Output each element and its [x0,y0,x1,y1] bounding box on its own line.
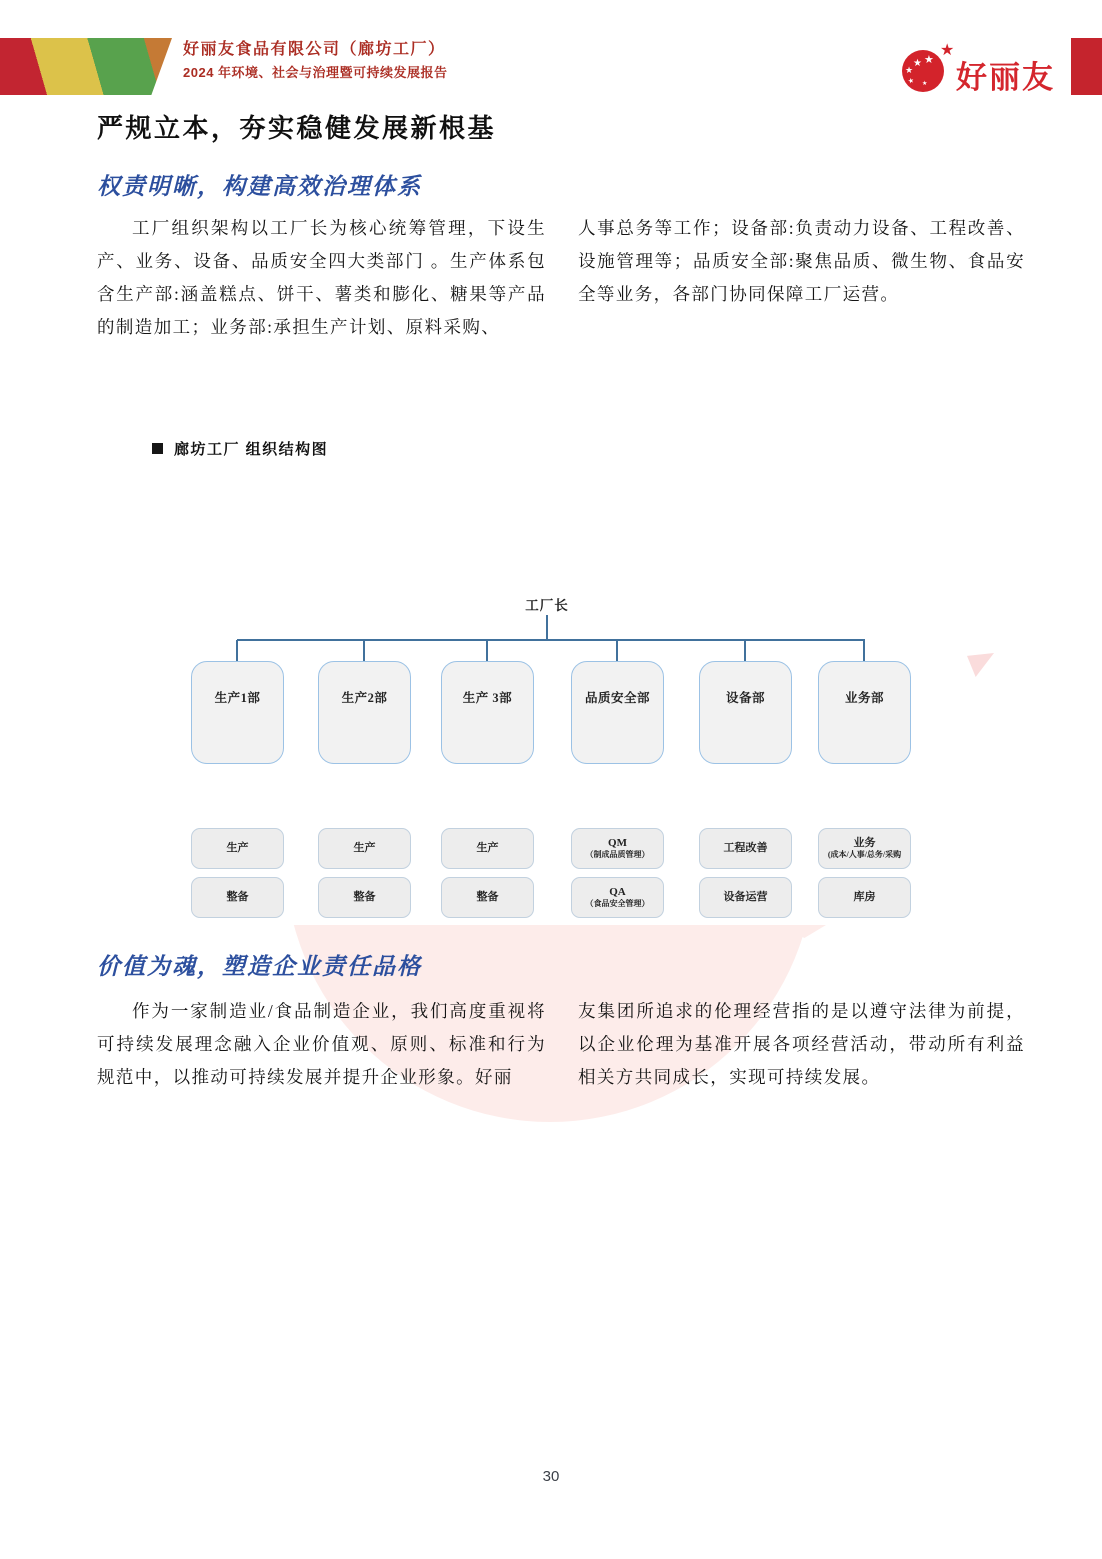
section1-heading: 权责明晰，构建高效治理体系 [97,174,422,199]
org-sub-box [441,877,534,918]
org-sub-box [699,877,792,918]
org-sub-label: 生产 [476,841,499,854]
connector-line [486,640,488,661]
org-sub-box [818,828,911,869]
org-sub-label: 生产 [226,841,249,854]
section1-paragraph-right: 人事总务等工作；设备部:负责动力设备、工程改善、设施管理等；品质安全部:聚焦品质、微生物、食品安全等业务，各部门协同保障工厂运营。 [578,218,1025,304]
org-sub-box [441,828,534,869]
section2-paragraph-right: 友集团所追求的伦理经营指的是以遵守法律为前提，以企业伦理为基准开展各项经营活动，带动所有利益相关方共同成长，实现可持续发展。 [578,1001,1025,1087]
logo-star-icon: ★ [905,65,914,75]
org-sub-box [318,828,411,869]
org-sub-box [818,877,911,918]
org-dept-box: 生产2部 [318,661,411,764]
connector-line [546,615,548,639]
org-sub-box [191,877,284,918]
logo-star-icon: ★ [940,42,955,59]
org-sub-box [191,828,284,869]
section1-paragraph-left: 工厂组织架构以工厂长为核心统筹管理，下设生产、业务、设备、品质安全四大类部门 。生产体系包含生产部:涵盖糕点、饼干、薯类和膨化、糖果等产品的制造加工；业务部:承担生产计划、原料采购、 [97,218,546,337]
header-report-title: 2024 年环境、社会与治理暨可持续发展报告 [183,65,448,80]
org-sub-label: 设备运营 [723,890,768,903]
connector-line [237,639,865,641]
connector-line [236,640,238,661]
page-number: 30 [542,1468,560,1485]
org-dept-box: 业务部 [818,661,911,764]
org-sub-box [571,828,664,869]
section2-heading: 价值为魂，塑造企业责任品格 [97,954,422,979]
section2-paragraph-left: 作为一家制造业/食品制造企业，我们高度重视将可持续发展理念融入企业价值观、原则、标准和行为规范中，以推动可持续发展并提升企业形象。好丽 [97,1001,546,1087]
org-sub-label: 生产 [353,841,376,854]
org-dept-box: 品质安全部 [571,661,664,764]
org-dept-box: 生产1部 [191,661,284,764]
org-sub-label: 整备 [353,890,376,903]
logo-star-icon: ★ [924,54,934,66]
org-sub-label: QM [608,837,627,850]
org-sub-box [318,877,411,918]
org-sub-note: （食品安全管理） [585,899,650,909]
org-sub-label: 工程改善 [723,841,768,854]
logo-star-icon: ★ [906,76,916,86]
page-title: 严规立本，夯实稳健发展新根基 [97,113,497,143]
org-sub-note: (成本/人事/总务/采购 [827,850,902,860]
org-sub-label: 业务 [853,837,876,850]
org-sub-box [699,828,792,869]
org-sub-label: 整备 [226,890,249,903]
logo-star-icon: ★ [913,58,922,69]
connector-line [863,640,865,661]
org-sub-label: 库房 [853,890,876,903]
header-company-name: 好丽友食品有限公司（廊坊工厂） [183,41,446,58]
logo-wordmark: 好丽友 [956,60,1055,95]
org-sub-box [571,877,664,918]
logo-star-icon: ★ [922,81,928,87]
org-sub-label: QA [609,886,626,899]
org-dept-box: 生产 3部 [441,661,534,764]
connector-line [363,640,365,661]
org-sub-note: （制成品质管理） [585,850,650,860]
org-dept-box: 设备部 [699,661,792,764]
org-chart-caption-label: 廊坊工厂 组织结构图 [174,441,329,458]
connector-line [744,640,746,661]
org-root-node: 工厂长 [525,598,569,613]
org-sub-label: 整备 [476,890,499,903]
connector-line [616,640,618,661]
